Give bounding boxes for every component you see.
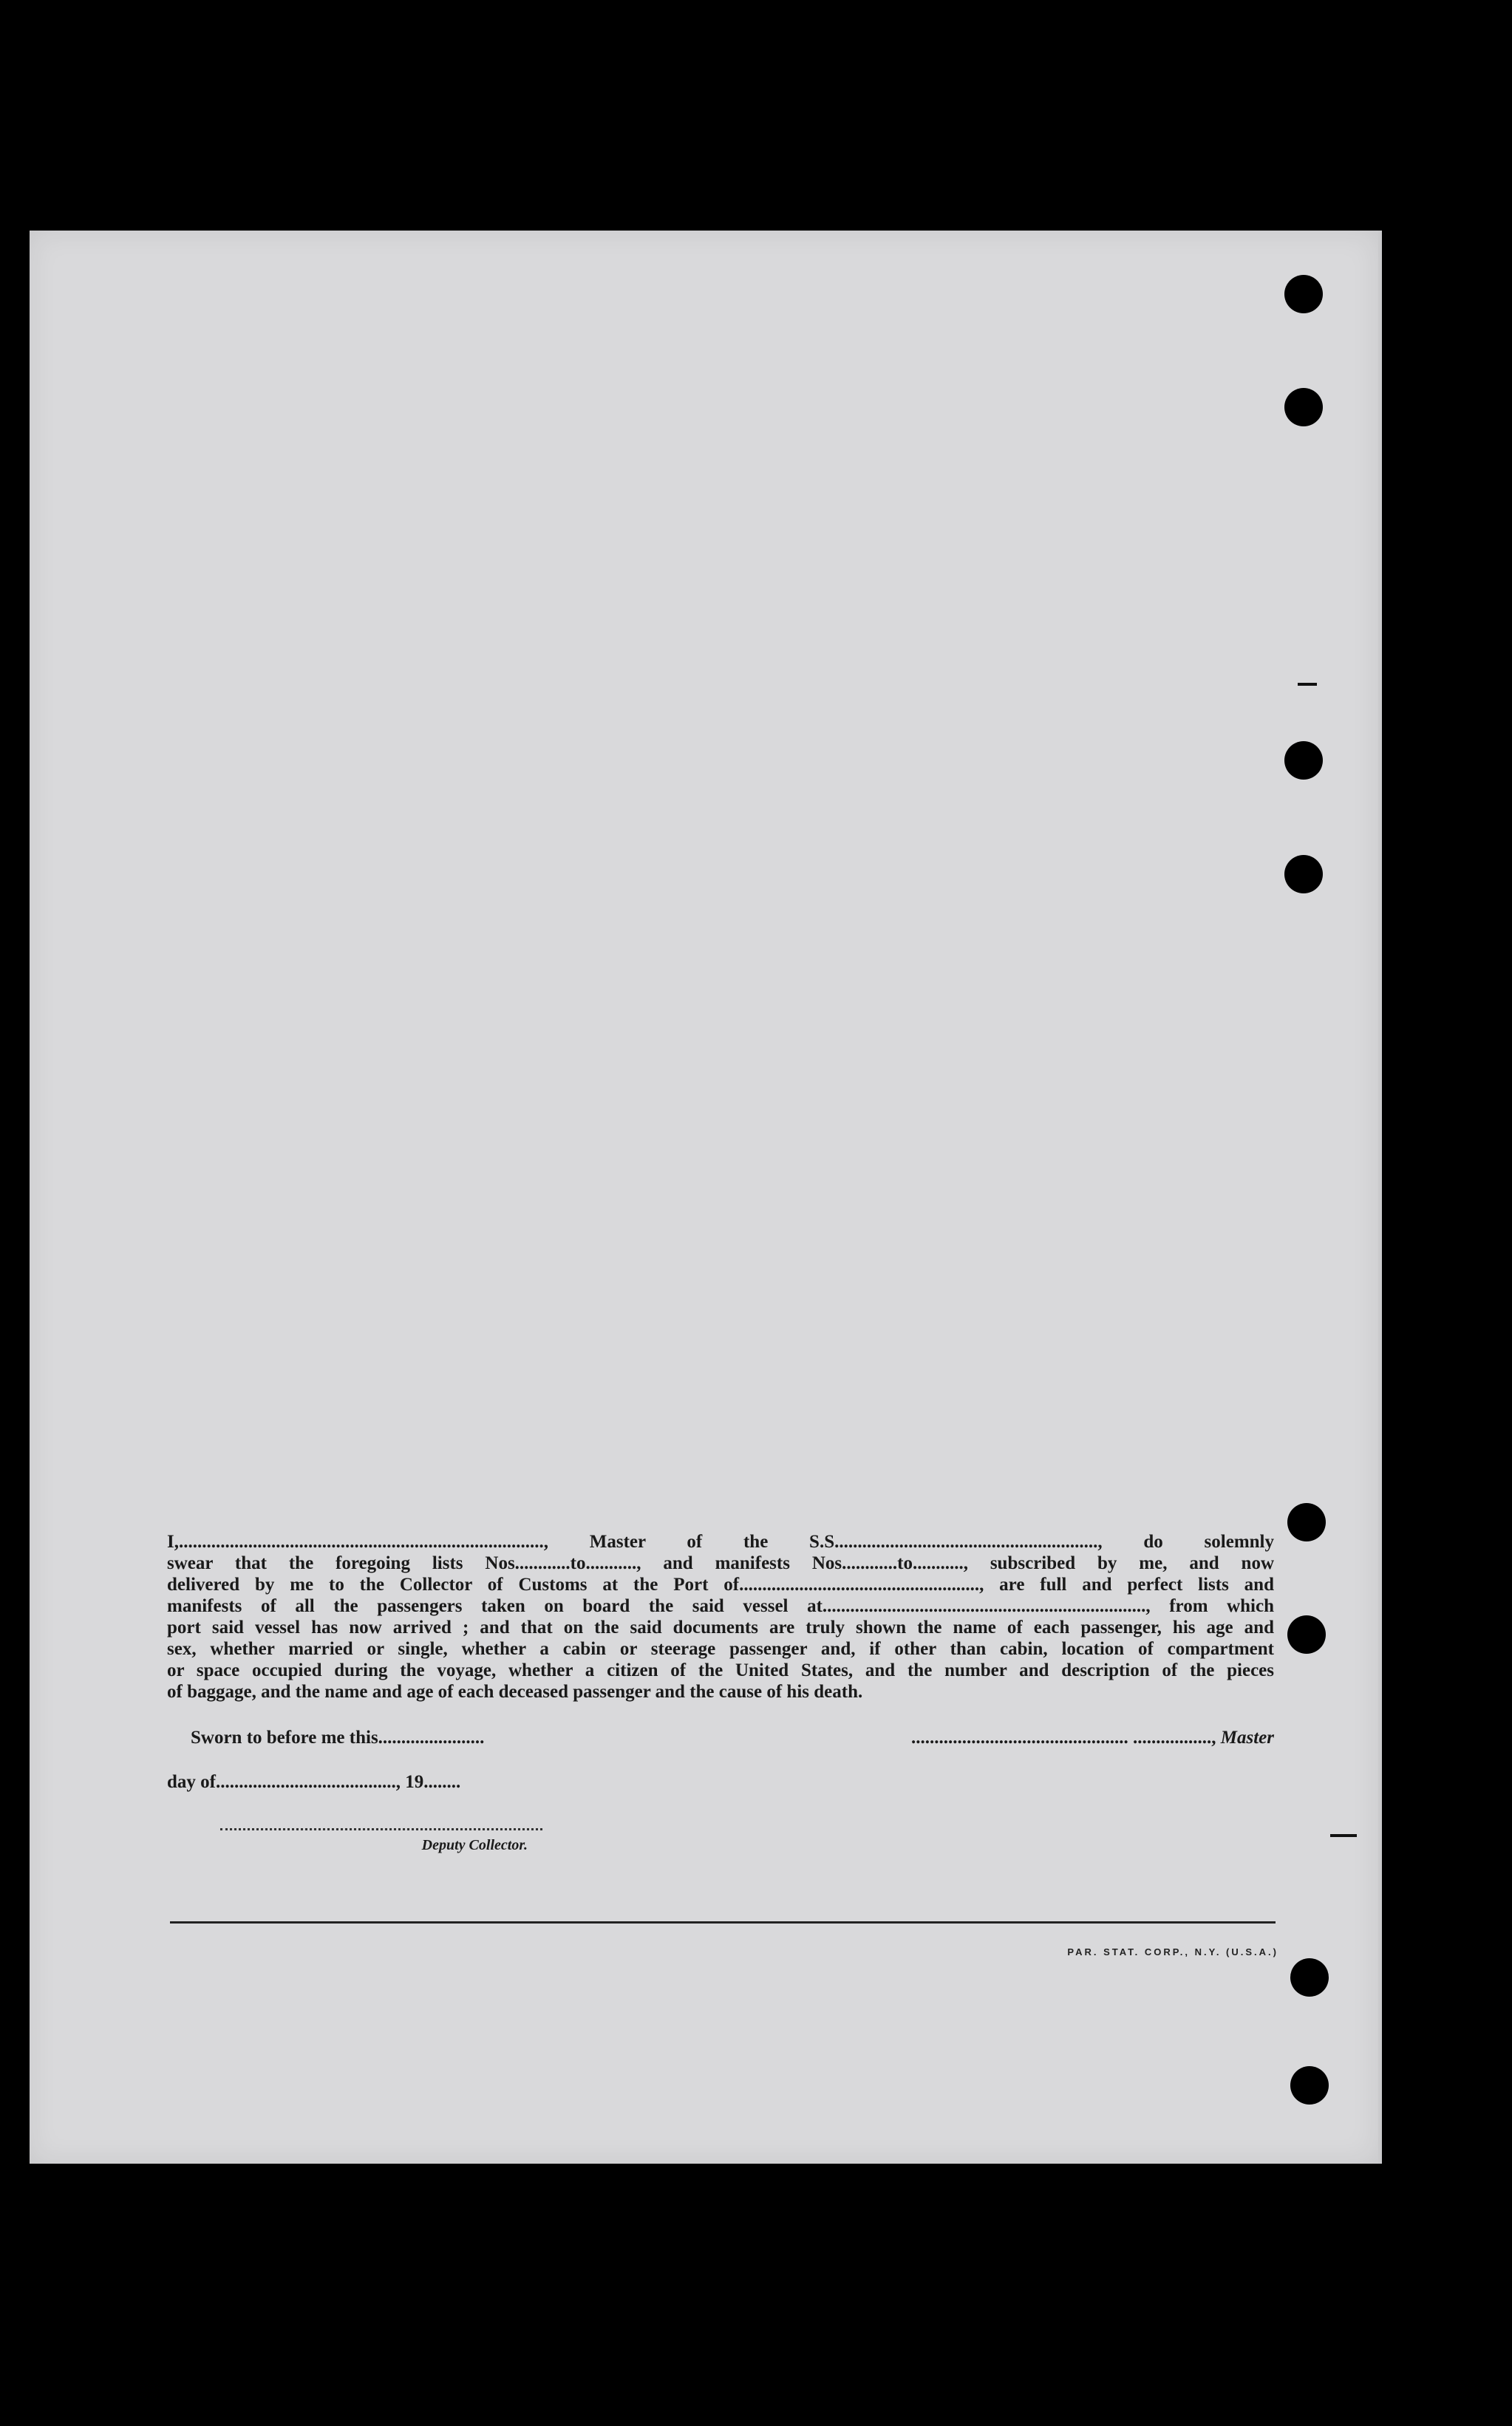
deputy-signature-line bbox=[220, 1828, 542, 1830]
punch-hole bbox=[1287, 1615, 1326, 1654]
printer-mark: PAR. STAT. CORP., N.Y. (U.S.A.) bbox=[1067, 1946, 1278, 1958]
oath-line: manifests of all the passengers taken on board the said vessel at......................................................................, from which bbox=[167, 1596, 1274, 1616]
oath-line: swear that the foregoing lists Nos............to..........., and manifests Nos............to..........., subscribed by me, and now bbox=[167, 1553, 1274, 1573]
document-page bbox=[30, 231, 1378, 2164]
punch-hole bbox=[1290, 2066, 1329, 2105]
master-label: Master bbox=[1220, 1728, 1274, 1748]
punch-hole bbox=[1284, 741, 1323, 780]
edge-mark bbox=[1330, 1834, 1357, 1837]
oath-line: of baggage, and the name and age of each deceased passenger and the cause of his death. bbox=[167, 1682, 863, 1702]
punch-hole bbox=[1290, 1958, 1329, 1997]
edge-mark bbox=[1298, 683, 1317, 686]
punch-hole bbox=[1287, 1503, 1326, 1541]
day-of-line: day of......................................., 19........ bbox=[167, 1772, 461, 1792]
punch-hole bbox=[1284, 855, 1323, 893]
master-signature-line bbox=[826, 1728, 1274, 1748]
oath-line: sex, whether married or single, whether a cabin or steerage passenger and, if other than cabin, location of compartment bbox=[167, 1639, 1274, 1659]
oath-line: delivered by me to the Collector of Customs at the Port of...................................................., are full and perfect lists and bbox=[167, 1575, 1274, 1595]
oath-line: port said vessel has now arrived ; and that on the said documents are truly shown the name of each passenger, his age and bbox=[167, 1618, 1274, 1638]
punch-hole bbox=[1284, 275, 1323, 313]
oath-line: I,..............................................................................., Master of the S.S........................................................., do solemnly bbox=[167, 1532, 1274, 1552]
master-dots: ............................................... ................., bbox=[911, 1728, 1221, 1748]
bottom-rule bbox=[170, 1921, 1276, 1924]
deputy-collector-label: Deputy Collector. bbox=[421, 1837, 528, 1853]
sworn-statement: Sworn to before me this....................... bbox=[191, 1728, 485, 1748]
oath-line: or space occupied during the voyage, whether a citizen of the United States, and the number and description of the pieces bbox=[167, 1660, 1274, 1680]
oath-paragraph bbox=[167, 1531, 1274, 1703]
punch-hole bbox=[1284, 388, 1323, 426]
